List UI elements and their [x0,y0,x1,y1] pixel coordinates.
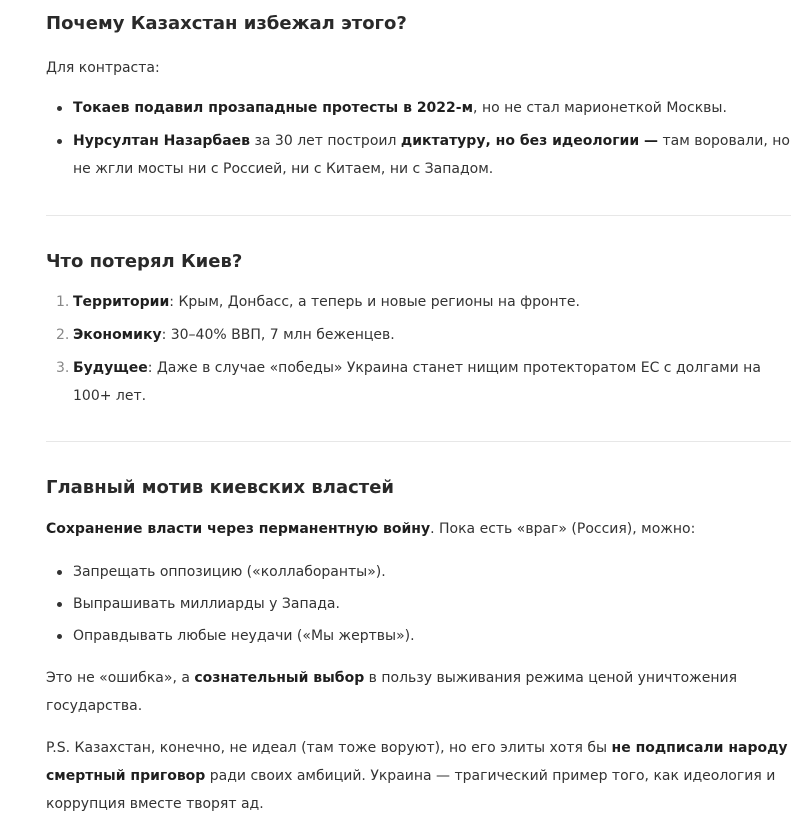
section-divider [46,215,791,216]
conclusion-paragraph [46,664,791,720]
section-intro: Для контраста: [46,60,160,76]
bullet-dot [57,106,62,111]
section-heading-kiev-losses: Что потерял Киев? [46,251,243,272]
list-item-text: Запрещать оппозицию («коллаборанты»). [73,564,386,580]
list-item-rest: : Даже в случае «победы» Украина станет нищим протекторатом ЕС с долгами на 100+ лет. [73,360,761,404]
section-lead [46,515,695,543]
list-item-text: Выпрашивать миллиарды у Запада. [73,596,340,612]
section-divider [46,441,791,442]
list-number: 3. [56,360,70,376]
lead-bold: Сохранение власти через перманентную войну [46,521,431,537]
list-item-text [73,288,580,316]
list-item-text [73,354,791,410]
list-item-bold: Экономику [73,327,162,343]
paragraph-text: Это не «ошибка», а [46,670,195,686]
paragraph-bold: не подписали народу смертный приговор [46,740,788,784]
paragraph-text: P.S. Казахстан, конечно, не идеал (там тоже воруют), но его элиты хотя бы [46,740,612,756]
paragraph-text: в пользу выживания режима ценой уничтожения государства. [46,670,738,714]
bullet-dot [57,570,62,575]
list-number: 1. [56,294,70,310]
list-item-text [73,94,727,122]
bullet-dot [57,602,62,607]
list-item-bold: диктатуру, но без идеологии — [400,133,659,149]
list-item-bold: Будущее [73,360,148,376]
list-item-bold: Нурсултан Назарбаев [73,133,250,149]
paragraph-text: ради своих амбиций. Украина — трагический пример того, как идеология и коррупция вместе творят ад. [46,768,776,812]
list-item-rest: там воровали, но не жгли мосты ни с Россией, ни с Китаем, ни с Западом. [73,133,790,177]
list-item-rest: : 30–40% ВВП, 7 млн беженцев. [161,327,395,343]
list-item-text: Оправдывать любые неудачи («Мы жертвы»). [73,628,415,644]
bullet-dot [57,634,62,639]
list-item-mid: за 30 лет построил [250,133,401,149]
paragraph-bold: сознательный выбор [194,670,365,686]
lead-rest: . Пока есть «враг» (Россия), можно: [430,521,696,537]
list-item-bold: Токаев подавил прозападные протесты в 2022-м [73,100,474,116]
postscript-paragraph [46,734,791,818]
list-number: 2. [56,327,70,343]
list-item-rest: , но не стал марионеткой Москвы. [473,100,727,116]
list-item-bold: Территории [73,294,170,310]
section-heading-main-motive: Главный мотив киевских властей [46,477,395,498]
list-item-rest: : Крым, Донбасс, а теперь и новые регионы на фронте. [169,294,580,310]
list-item-text [73,127,791,183]
section-heading-kazakhstan: Почему Казахстан избежал этого? [46,13,407,34]
list-item-text [73,321,395,349]
bullet-dot [57,139,62,144]
